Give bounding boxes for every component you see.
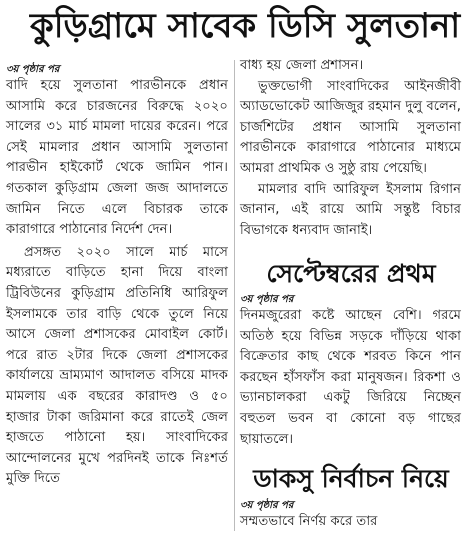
paragraph: ভুক্তভোগী সাংবাদিকের আইনজীবী অ্যাডভোকেট আজিজুর রহমান দুলু বলেন, চার্জশিটের প্রধান আসামি সুলতানা পারভীনকে কারাগারে পাঠানোর মাধ্যমে আমরা প্রাথমিক ও সুষ্ঠু রায় পেয়েছি। <box>240 78 461 176</box>
paragraph: দিনমজুরেরা কষ্টে আছেন বেশি। গরমে অতিষ্ঠ হয়ে বিভিন্ন সড়কে দাঁড়িয়ে থাকা বিক্রেতার কাছ থেকে শরবত কিনে পান করছেন হাঁসফাঁস করা মানুষজন। রিকশা ও ভ্যানচালকরা একটু জিরিয়ে নিচ্ছেন বহুতল ভবন বা কোনো বড় গাছের ছায়াতলে। <box>240 308 461 447</box>
paragraph: মামলার বাদি আরিফুল ইসলাম রিগান জানান, এই রায়ে আমি সন্তুষ্ট বিচার বিভাগকে ধন্যবাদ জানাই। <box>240 181 461 238</box>
article3-headline: ডাকসু নির্বাচন নিয়ে <box>253 464 449 493</box>
continued-label: ৩য় পৃষ্ঠার পর <box>240 500 294 511</box>
right-column-article2 <box>240 294 461 450</box>
left-column <box>6 64 228 490</box>
column-divider <box>234 60 235 531</box>
continued-label: ৩য় পৃষ্ঠার পর <box>6 64 60 75</box>
paragraph: বাধ্য হয় জেলা প্রশাসন। <box>240 58 364 73</box>
paragraph: বাদি হয়ে সুলতানা পারভীনকে প্রধান আসামি করে চারজনের বিরুদ্ধে ২০২০ সালের ৩১ মার্চ মামলা দায়ের করেন। পরে সেই মামলার প্রধান আসামি সুলতানা পারভীন হাইকোর্ট থেকে জামিন পান। গতকাল কুড়িগ্রাম জেলা জজ আদালতে জামিন নিতে এলে বিচারক তাকে কারাগারে পাঠানোর নির্দেশ দেন। <box>6 78 228 238</box>
paragraph: প্রসঙ্গত ২০২০ সালে মার্চ মাসে মধ্যরাতে বাড়িতে হানা দিয়ে বাংলা ট্রিবিউনের কুড়িগ্রাম প্রতিনিধি আরিফুল ইসলামকে তার বাড়ি থেকে তুলে নিয়ে আসে জেলা প্রশাসকের মোবাইল কোর্ট। পরে রাত ২টার দিকে জেলা প্রশাসকের কার্যালয়ে ভ্রাম্যমাণ আদালত বসিয়ে মাদক মামলায় এক বছরের কারাদণ্ড ও ৫০ হাজার টাকা জরিমানা করে রাতেই জেল হাজতে পাঠানো হয়। সাংবাদিকের আন্দোলনের মুখে পরদিনই তাকে নিঃশর্ত মুক্তি দিতে <box>6 244 228 487</box>
paragraph: সম্মতভাবে নির্ণয় করে তার <box>240 514 378 529</box>
right-column-article3 <box>240 500 461 533</box>
continued-label: ৩য় পৃষ্ঠার পর <box>240 294 294 305</box>
article2-headline: সেপ্টেম্বরের প্রথম <box>266 259 436 288</box>
right-column-article1 <box>240 56 461 241</box>
article-headline: কুড়িগ্রামে সাবেক ডিসি সুলতানা <box>30 6 461 46</box>
